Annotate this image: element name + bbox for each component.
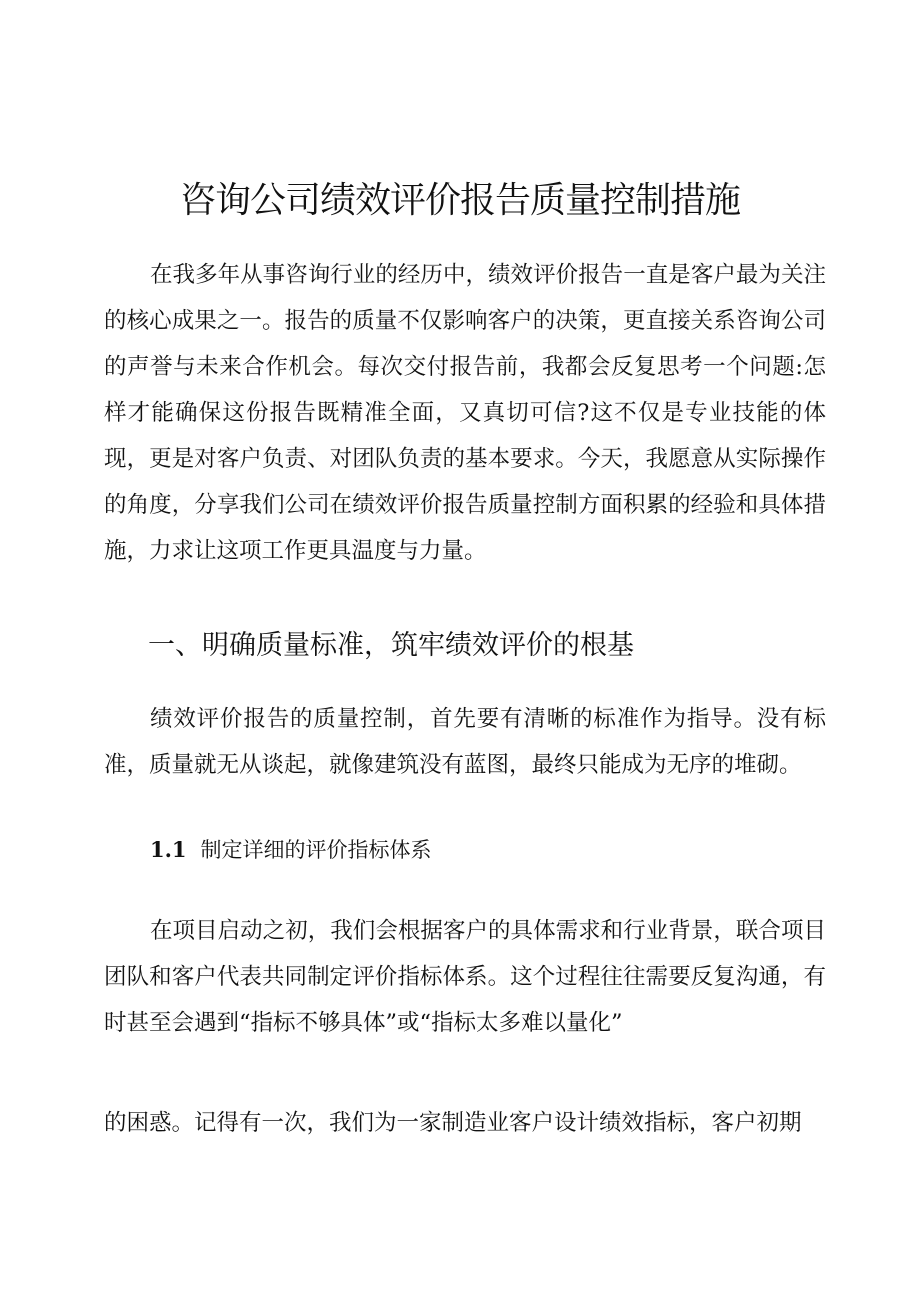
continuation-paragraph: 的困惑。记得有一次，我们为一家制造业客户设计绩效指标，客户初期 bbox=[104, 1110, 802, 1136]
intro-paragraph: 在我多年从事咨询行业的经历中，绩效评价报告一直是客户最为关注的核心成果之一。报告的质量不仅影响客户的决策，更直接关系咨询公司的声誉与未来合作机会。每次交付报告前，我都会反复思考一个问题:怎样才能确保这份报告既精准全面，又真切可信?这不仅是专业技能的体现，更是对客户负责、对团队负责的基本要求。今天，我愿意从实际操作的角度，分享我们公司在绩效评价报告质量控制方面积累的经验和具体措施，力求让这项工作更具温度与力量。 bbox=[104, 262, 826, 564]
subsection-heading bbox=[150, 832, 432, 868]
subsection-paragraph: 在项目启动之初，我们会根据客户的具体需求和行业背景，联合项目团队和客户代表共同制定评价指标体系。这个过程往往需要反复沟通，有时甚至会遇到“指标不够具体”或“指标太多难以量化” bbox=[104, 918, 826, 1036]
document-title: 咨询公司绩效评价报告质量控制措施 bbox=[179, 180, 740, 221]
subsection-number: 1.1 bbox=[150, 837, 187, 862]
section-paragraph: 绩效评价报告的质量控制，首先要有清晰的标准作为指导。没有标准，质量就无从谈起，就像建筑没有蓝图，最终只能成为无序的堆砌。 bbox=[104, 706, 826, 778]
subsection-title: 制定详细的评价指标体系 bbox=[200, 838, 432, 862]
section-heading: 一、明确质量标准，筑牢绩效评价的根基 bbox=[148, 630, 634, 661]
